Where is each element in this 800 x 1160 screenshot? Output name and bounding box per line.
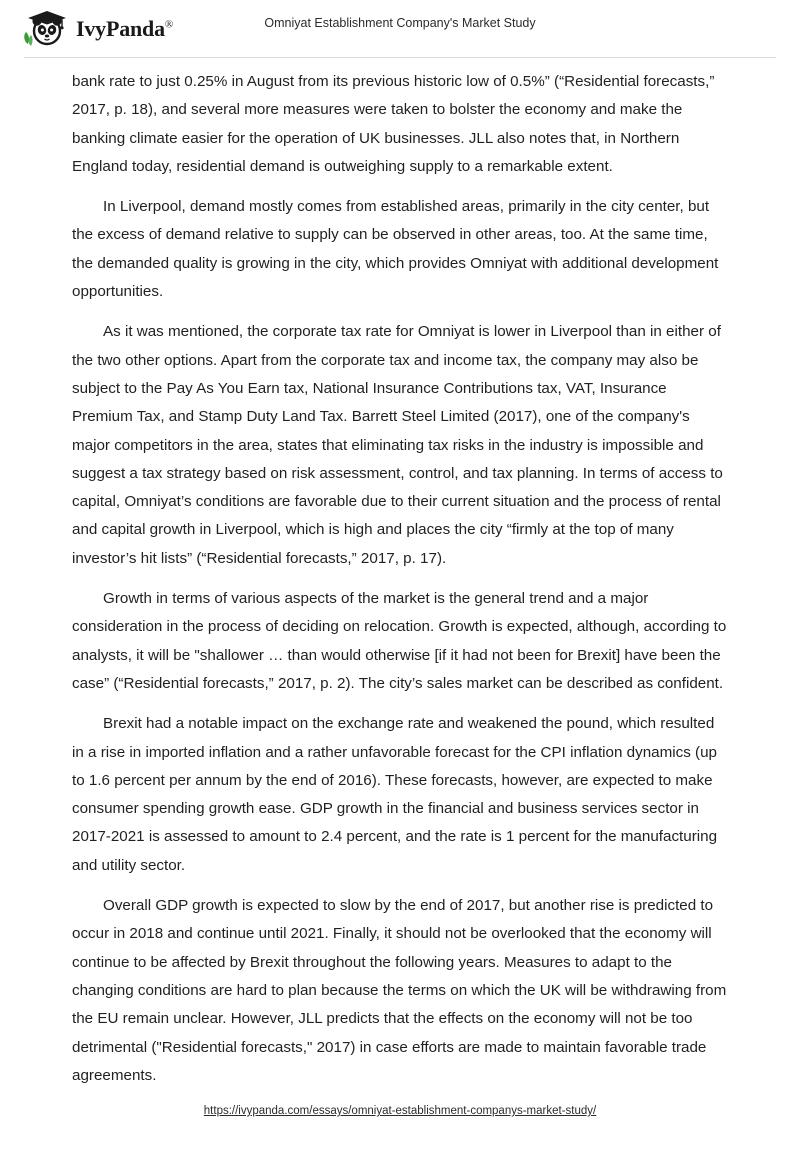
- header-divider: [24, 57, 776, 58]
- brand-name: IvyPanda®: [76, 16, 174, 41]
- document-body: [72, 68, 728, 1090]
- source-url-footer: [0, 1105, 800, 1117]
- paragraph: bank rate to just 0.25% in August from its previous historic low of 0.5%” (“Residential forecasts,” 2017, p. 18), and several more measures were taken to bolster the economy and make the banking climate easier for the operation of UK businesses. JLL also notes that, in Northern England today, residential demand is outweighing supply to a remarkable extent.: [72, 73, 715, 175]
- paragraph: Growth in terms of various aspects of the market is the general trend and a major consideration in the process of deciding on relocation. Growth is expected, although, according to analysts, it will be "shallower … than would otherwise [if it had not been for Brexit] have been the case” (“Residential forecasts,” 2017, p. 2). The city’s sales market can be described as confident.: [72, 590, 727, 692]
- paragraph: Brexit had a notable impact on the exchange rate and weakened the pound, which resulted in a rise in imported inflation and a rather unfavorable forecast for the CPI inflation dynamics (up to 1.6 percent per annum by the end of 2016). These forecasts, however, are expected to make consumer spending growth ease. GDP growth in the financial and business services sector in 2017-2021 is assessed to amount to 2.4 percent, and the rate is 1 percent for the manufacturing and utility sector.: [72, 715, 718, 874]
- paragraph: As it was mentioned, the corporate tax rate for Omniyat is lower in Liverpool than in either of the two other options. Apart from the corporate tax and income tax, the company may also be subject to the Pay As You Earn tax, National Insurance Contributions tax, VAT, Insurance Premium Tax, and Stamp Duty Land Tax. Barrett Steel Limited (2017), one of the company's major competitors in the area, states that eliminating tax risks in the industry is impossible and suggest a tax strategy based on risk assessment, control, and tax planning. In terms of access to capital, Omniyat’s conditions are favorable due to their current situation and the process of rental and capital growth in Liverpool, which is high and places the city “firmly at the top of many investor’s hit lists” (“Residential forecasts,” 2017, p. 17).: [72, 323, 723, 567]
- document-header-title: Omniyat Establishment Company's Market Study: [264, 16, 536, 30]
- source-url-link[interactable]: https://ivypanda.com/essays/omniyat-establishment-companys-market-study/: [203, 1105, 597, 1117]
- paragraph: In Liverpool, demand mostly comes from established areas, primarily in the city center, but the excess of demand relative to supply can be observed in other areas, too. At the same time, the demanded quality is growing in the city, which provides Omniyat with additional development opportunities.: [72, 198, 719, 301]
- registered-mark: ®: [164, 18, 174, 31]
- page-header: [0, 0, 800, 58]
- paragraph: Overall GDP growth is expected to slow by the end of 2017, but another rise is predicted to occur in 2018 and continue until 2021. Finally, it should not be overlooked that the economy will continue to be affected by Brexit throughout the following years. Measures to adapt to the changing conditions are hard to plan because the terms on which the UK will be withdrawing from the EU remain unclear. However, JLL predicts that the effects on the economy will not be too detrimental ("Residential forecasts," 2017) in case efforts are made to maintain favorable trade agreements.: [72, 897, 727, 1084]
